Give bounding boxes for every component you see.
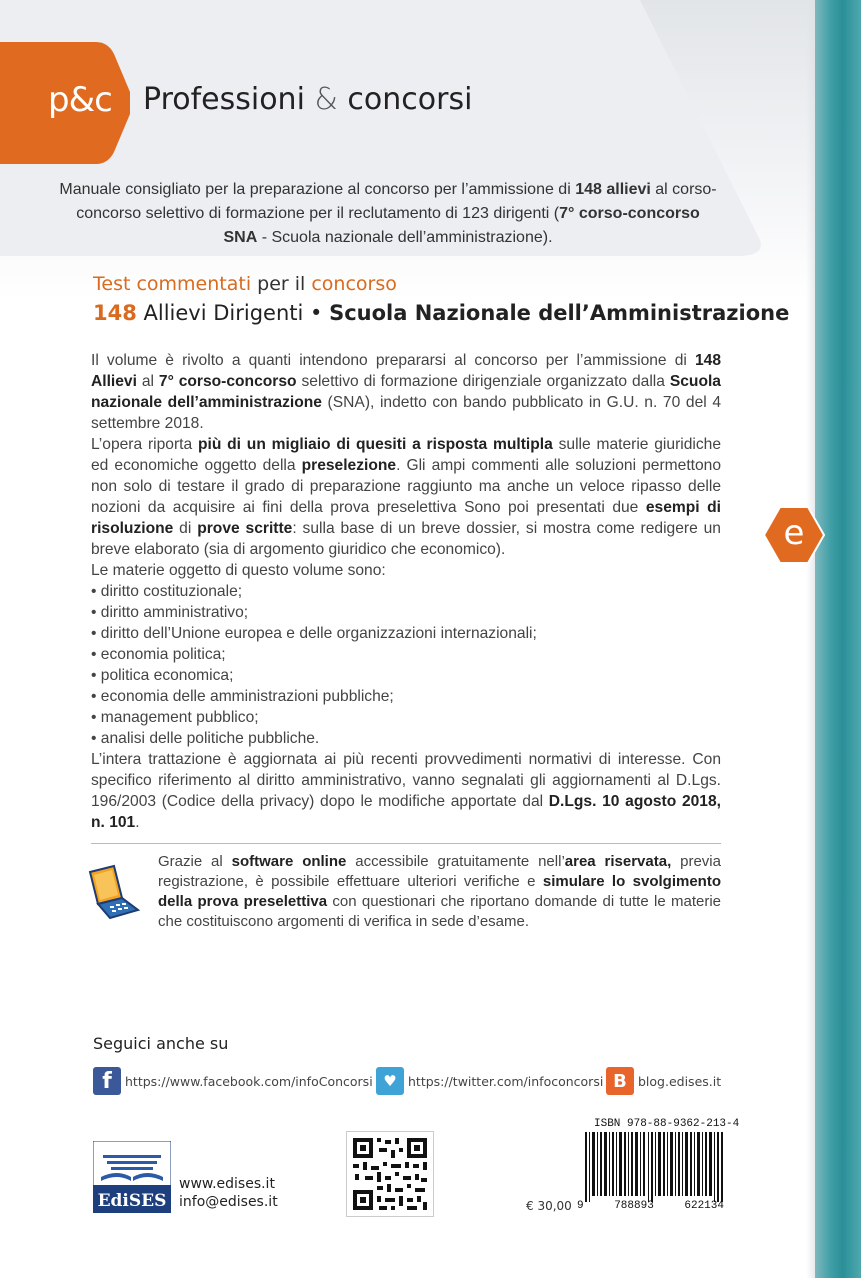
publisher-logo xyxy=(93,1141,171,1213)
subjects-intro: Le materie oggetto di questo volume sono: xyxy=(91,562,386,579)
description-paragraph-4: L’intera trattazione è aggiornata ai più recenti provvedimenti normativi di interesse. Con specifico riferimento al diritto amministrativo, vanno segnalati gli aggiornamenti al D.Lgs. 196/2003 (Codice della privacy) dopo le modifiche apportate dal D.Lgs. 10 agosto 2018, n. 101. xyxy=(91,751,721,831)
online-software-note: Grazie al software online accessibile gratuitamente nell’area riservata, previa registrazione, è possibile effettuare ulteriori verifiche e simulare lo svolgimento della prova preselettiva con questionari che riportano domande di tutte le materie che costituiscono argomenti di verifica in sede d’esame. xyxy=(158,853,722,930)
laptop-icon xyxy=(80,864,142,920)
description-paragraph-1: Il volume è rivolto a quanti intendono prepararsi al concorso per l’ammissione di 148 Allievi al 7° corso-concorso selettivo di formazione dirigenziale organizzato dalla Scuola nazionale dell’amministrazione (SNA), indetto con bando pubblicato in G.U. n. 70 del 4 settembre 2018. xyxy=(91,352,721,432)
blog-link[interactable] xyxy=(606,1066,721,1096)
barcode-digits: 9 788893 622134 xyxy=(577,1200,724,1212)
blogger-icon: B xyxy=(606,1067,634,1095)
barcode xyxy=(585,1132,723,1202)
list-item: • economia delle amministrazioni pubbliche; xyxy=(91,686,721,707)
section-divider xyxy=(91,843,721,844)
publisher-logo-text: EdiSES xyxy=(97,1191,167,1211)
book-title-line2: 148 Allievi Dirigenti • Scuola Nazionale dell’Amministrazione xyxy=(93,301,790,325)
blog-url[interactable]: blog.edises.it xyxy=(638,1073,722,1089)
publisher-website[interactable]: www.edises.it xyxy=(179,1176,275,1192)
book-title-line1: Test commentati per il concorso xyxy=(93,273,397,295)
series-badge-text: p&c xyxy=(48,80,112,120)
follow-us-label: Seguici anche su xyxy=(93,1034,229,1053)
ebook-badge-letter: e xyxy=(783,513,805,553)
publisher-contacts xyxy=(179,1175,278,1211)
list-item: • politica economica; xyxy=(91,665,721,686)
list-item: • diritto costituzionale; xyxy=(91,581,721,602)
facebook-icon: f xyxy=(93,1067,121,1095)
qr-code[interactable] xyxy=(346,1131,434,1217)
price-label: € 30,00 xyxy=(526,1199,572,1213)
list-item: • economia politica; xyxy=(91,644,721,665)
description-paragraph-2: L’opera riporta più di un migliaio di quesiti a risposta multipla sulle materie giuridiche ed economiche oggetto della preselezione. Gli ampi commenti alle soluzioni permettono non solo di testare il grado di preparazione raggiunto ma anche un veloce ripasso delle nozioni da acquisire ai fini della prova preselettiva Sono poi presentati due esempi di risoluzione di prove scritte: sulla base di un breve dossier, si mostra come redigere un breve elaborato (sia di argomento giuridico che economico). xyxy=(91,436,722,558)
twitter-icon: ♥ xyxy=(376,1067,404,1095)
facebook-link[interactable] xyxy=(93,1066,373,1096)
intro-paragraph: Manuale consigliato per la preparazione al concorso per l’ammissione di 148 allievi al corso-concorso selettivo di formazione per il reclutamento di 123 dirigenti (7° corso-concorso SNA - Scuola nazionale dell’amministrazione). xyxy=(59,181,717,246)
publisher-email[interactable]: info@edises.it xyxy=(179,1194,278,1210)
list-item: • analisi delle politiche pubbliche. xyxy=(91,728,721,749)
list-item: • diritto amministrativo; xyxy=(91,602,721,623)
twitter-link[interactable] xyxy=(376,1066,603,1096)
list-item: • diritto dell’Unione europea e delle organizzazioni internazionali; xyxy=(91,623,721,644)
description-body xyxy=(91,350,721,833)
cover-spine xyxy=(815,0,861,1278)
subjects-list xyxy=(91,581,721,749)
isbn-label: ISBN 978-88-9362-213-4 xyxy=(594,1118,740,1130)
series-title: Professioni & concorsi xyxy=(143,82,473,117)
twitter-url[interactable]: https://twitter.com/infoconcorsi xyxy=(408,1073,604,1089)
facebook-url[interactable]: https://www.facebook.com/infoConcorsi xyxy=(125,1073,373,1089)
list-item: • management pubblico; xyxy=(91,707,721,728)
